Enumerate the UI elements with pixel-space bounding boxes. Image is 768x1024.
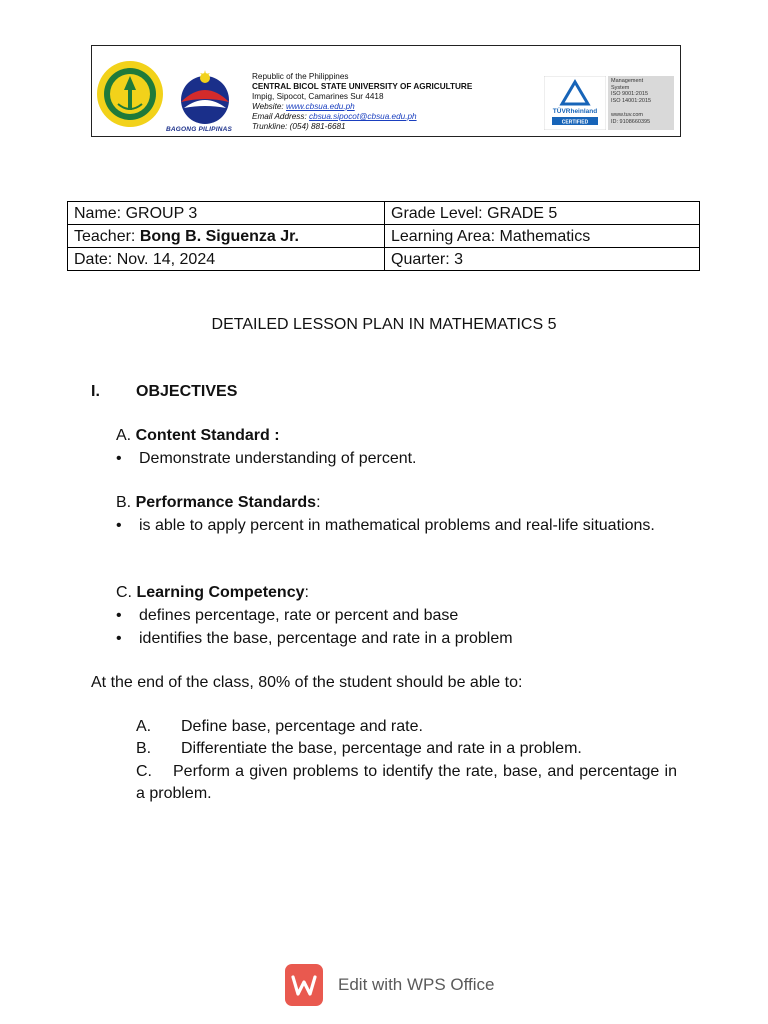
content-standard-letter: A. (116, 427, 136, 444)
cbsua-seal-logo (96, 60, 164, 128)
objective-item-c (136, 761, 677, 805)
content-standard-heading (116, 425, 280, 447)
lesson-info-table (67, 201, 700, 271)
objective-text: Differentiate the base, percentage and rate in a problem. (181, 740, 582, 757)
table-row (68, 202, 700, 225)
objective-letter: B. (136, 740, 152, 757)
name-cell (68, 202, 385, 225)
mgmt-line-1: Management (611, 78, 644, 84)
bullet-icon: • (116, 450, 122, 467)
page-title: DETAILED LESSON PLAN IN MATHEMATICS 5 (211, 316, 557, 333)
tuv-brand-text: TÜVRheinland (552, 108, 598, 115)
objective-text: Define base, percentage and rate. (181, 718, 423, 735)
teacher-label: Teacher: (74, 227, 140, 245)
bullet-icon: • (116, 630, 122, 647)
tuv-certified-text: CERTIFIED (561, 119, 589, 126)
teacher-value: Bong B. Siguenza Jr. (139, 227, 299, 245)
quarter-cell (385, 248, 700, 271)
competency-bullet-1: defines percentage, rate or percent and base (139, 607, 459, 624)
content-standard-title: Content Standard : (135, 427, 280, 444)
website-link[interactable]: www.cbsua.edu.ph (285, 102, 355, 111)
iso-14001: ISO 14001:2015 (611, 97, 652, 104)
tuv-certification-logo (544, 76, 606, 130)
email-line (252, 112, 472, 122)
competency-heading (116, 582, 309, 604)
teacher-cell (68, 225, 385, 248)
section-number: I. (91, 383, 100, 400)
wps-logo-icon (285, 964, 323, 1006)
bagong-pilipinas-logo (174, 68, 236, 126)
trunkline-line: Trunkline: (054) 881-6681 (252, 122, 346, 131)
email-link[interactable]: cbsua.sipocot@cbsua.edu.ph (309, 112, 417, 121)
date-label: Date: (74, 250, 117, 268)
competency-letter: C. (116, 584, 137, 601)
quarter-label: Quarter: (391, 250, 455, 268)
bullet-icon: • (116, 607, 122, 624)
objective-letter: A. (136, 718, 152, 735)
grade-value: GRADE 5 (487, 204, 558, 222)
iso-9001: ISO 9001:2015 (611, 91, 649, 97)
objectives-intro: At the end of the class, 80% of the student should be able to: (91, 674, 523, 691)
bagong-pilipinas-text: BAGONG PILIPINAS (166, 126, 233, 133)
competency-title: Learning Competency (136, 584, 305, 601)
website-line (252, 102, 472, 112)
republic-line: Republic of the Philippines (252, 72, 349, 81)
performance-bullet: is able to apply percent in mathematical problems and real-life situations. (139, 517, 655, 534)
content-standard-bullet: Demonstrate understanding of percent. (139, 450, 417, 467)
objective-text: Perform a given problems to identify the rate, base, and percentage in a problem. (136, 763, 677, 802)
performance-colon: : (316, 494, 321, 511)
wps-footer[interactable] (285, 964, 515, 1008)
date-value: Nov. 14, 2024 (116, 250, 216, 268)
table-row (68, 225, 700, 248)
performance-title: Performance Standards (135, 494, 317, 511)
quarter-value: 3 (454, 250, 464, 268)
tuv-id: ID: 9108660395 (611, 118, 651, 125)
grade-label: Grade Level: (391, 204, 488, 222)
area-cell (385, 225, 700, 248)
tuv-site: www.tuv.com (611, 112, 643, 118)
grade-cell (385, 202, 700, 225)
competency-colon: : (304, 584, 309, 601)
website-label: Website: (252, 102, 284, 111)
management-system-box (608, 76, 674, 130)
name-label: Name: (74, 204, 126, 222)
university-name: CENTRAL BICOL STATE UNIVERSITY OF AGRICULTURE (252, 82, 473, 91)
section-heading: OBJECTIVES (136, 383, 238, 400)
mgmt-line-2: System (611, 84, 630, 91)
date-cell (68, 248, 385, 271)
university-info (252, 72, 472, 132)
competency-bullet-2: identifies the base, percentage and rate in a problem (139, 630, 513, 647)
email-label: Email Address: (252, 112, 307, 121)
name-value: GROUP 3 (125, 204, 198, 222)
table-row (68, 248, 700, 271)
edit-with-wps-link[interactable]: Edit with WPS Office (338, 975, 495, 994)
bullet-icon: • (116, 517, 122, 534)
performance-letter: B. (116, 494, 136, 511)
area-label: Learning Area: (391, 227, 500, 245)
address-line: Impig, Sipocot, Camarines Sur 4418 (252, 92, 384, 101)
letterhead (91, 45, 681, 137)
area-value: Mathematics (499, 227, 591, 245)
objective-letter: C. (136, 763, 152, 780)
performance-heading (116, 492, 321, 514)
